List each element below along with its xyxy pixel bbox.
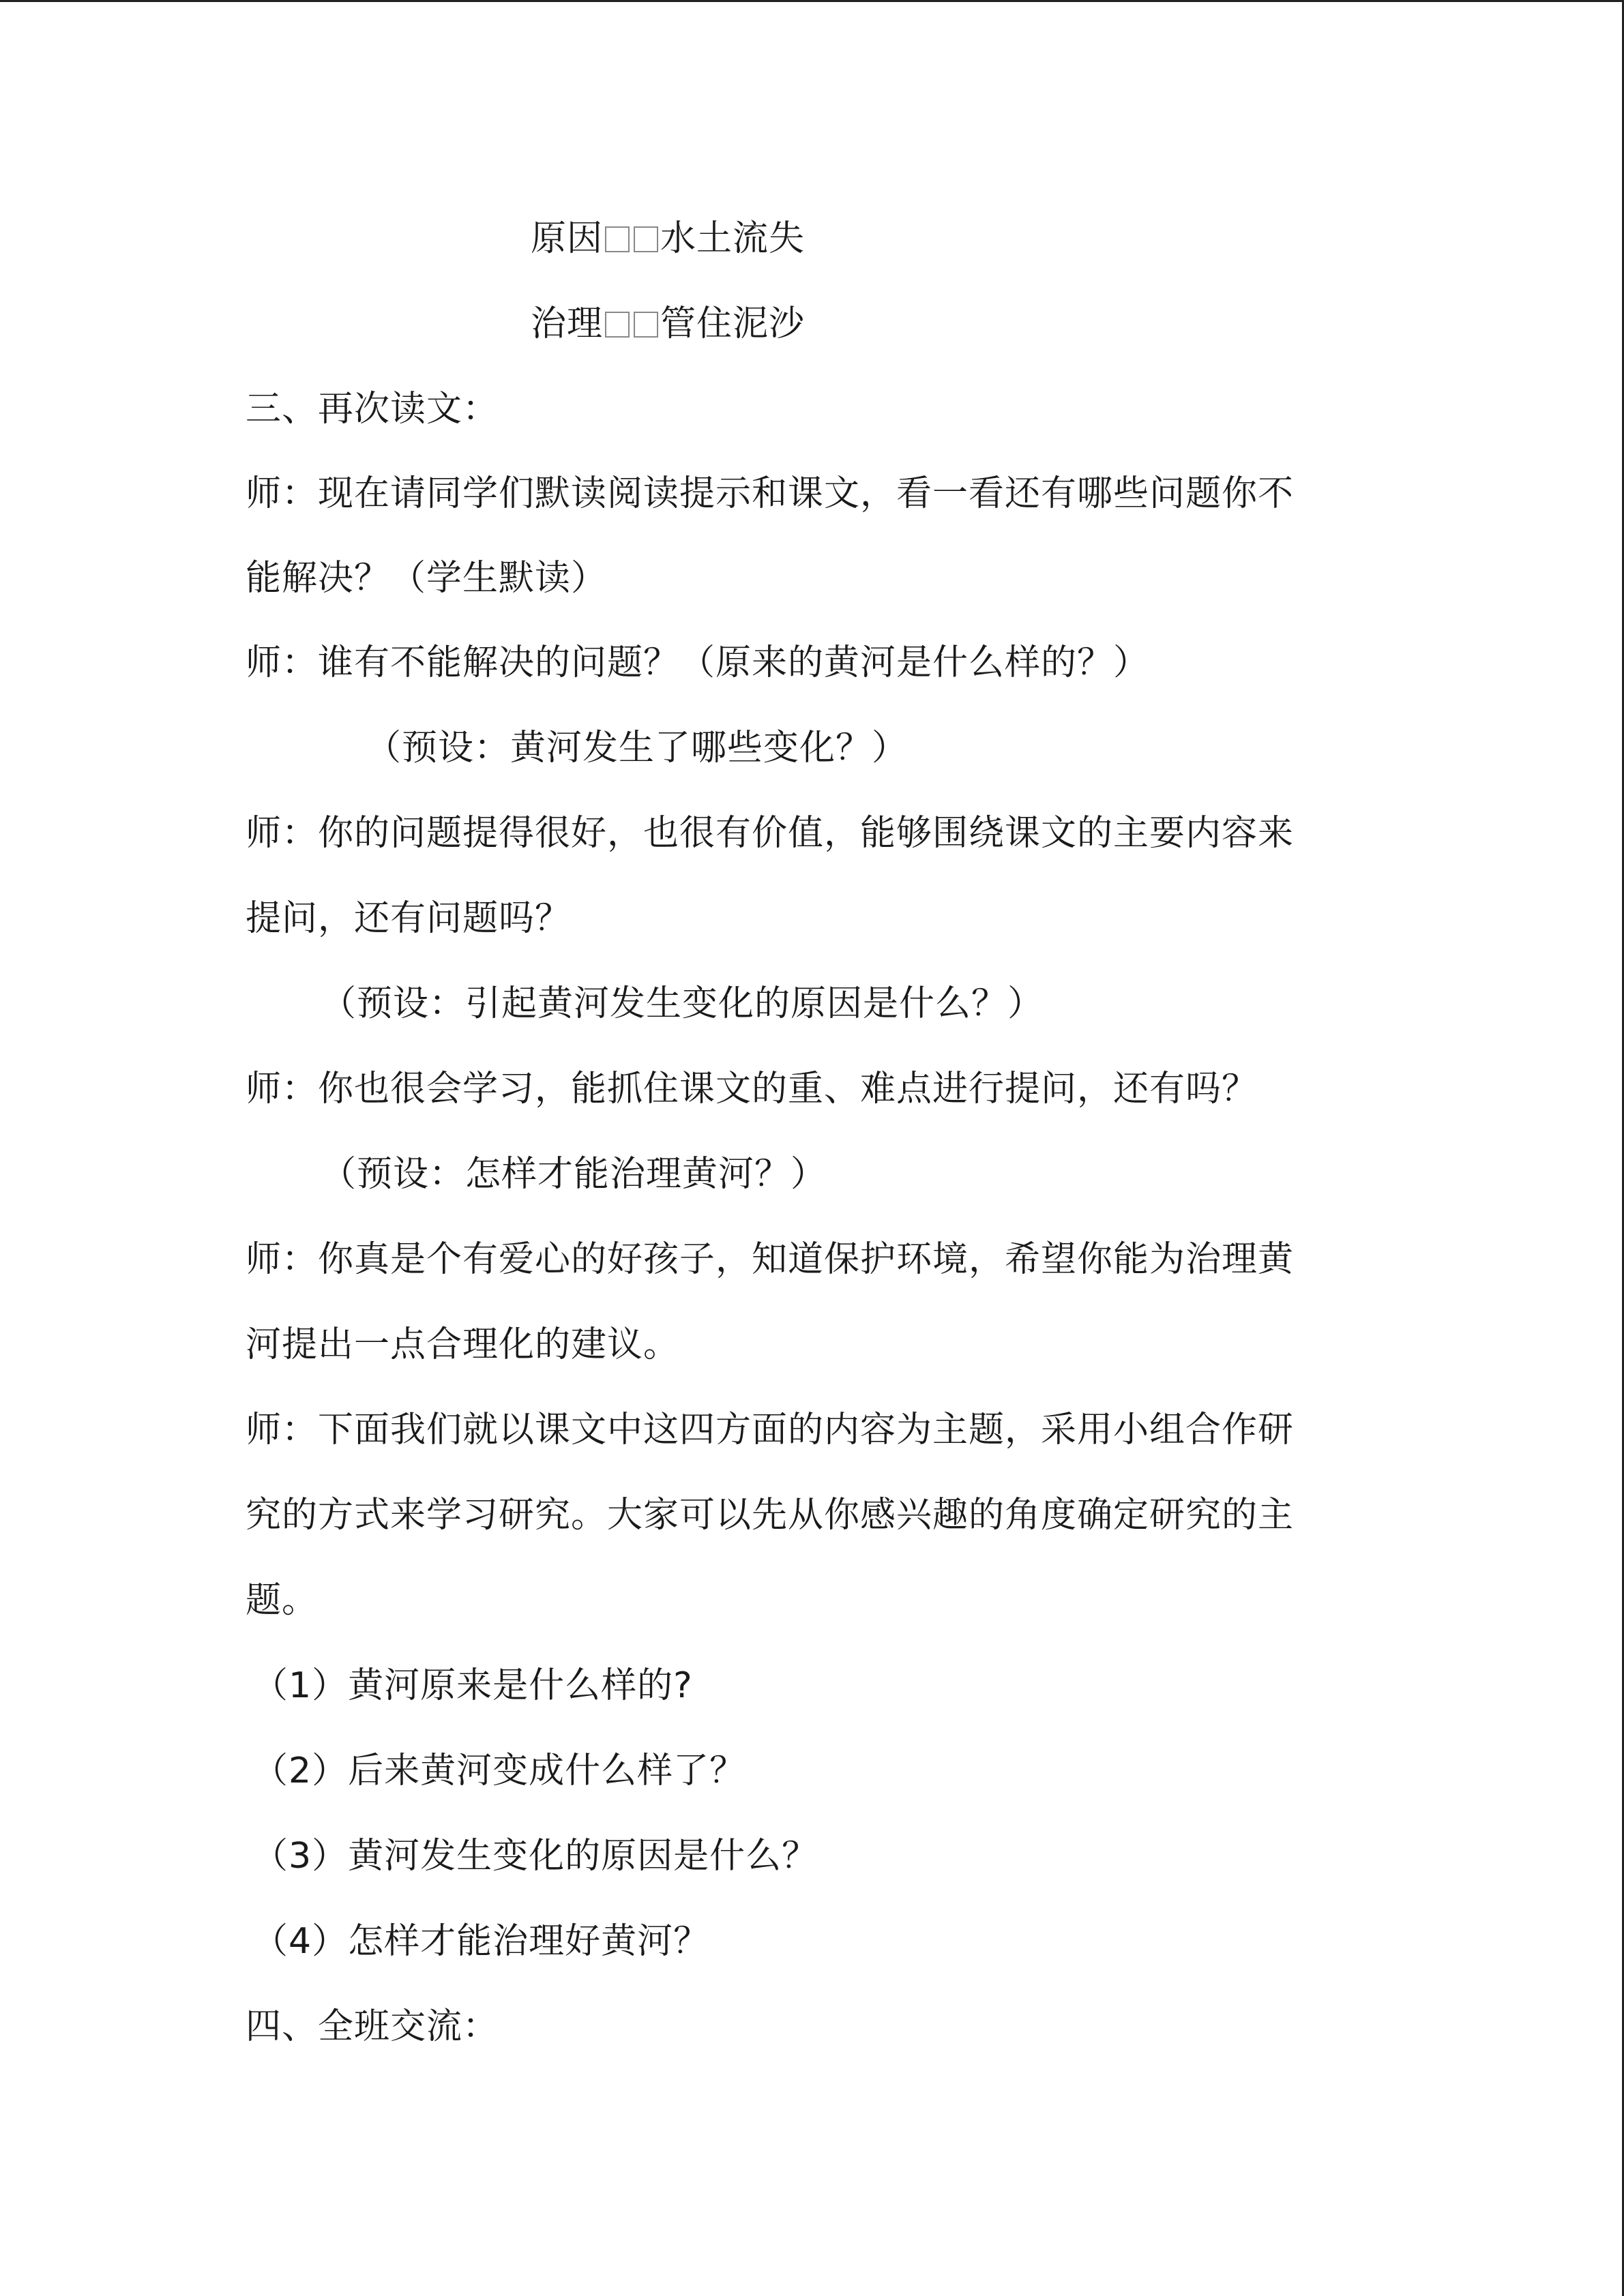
page-border-top [0,0,1624,2]
paragraph-line: 提问，还有问题吗？ [246,898,572,939]
treatment-label: 治理 [531,303,604,344]
preset-line: （预设：引起黄河发生变化的原因是什么？） [321,983,1044,1024]
section-heading-4: 四、全班交流： [246,2006,499,2047]
preset-line: （预设：怎样才能治理黄河？） [321,1154,827,1195]
paragraph-line: 究的方式来学习研究。大家可以先从你感兴趣的角度确定研究的主 [246,1495,1295,1536]
paragraph-line: 师：下面我们就以课文中这四方面的内容为主题，采用小组合作研 [246,1410,1295,1450]
empty-box [634,312,658,338]
cause-value: 水土流失 [660,218,806,259]
paragraph-line: 题。 [246,1580,319,1621]
paragraph-line: 师：你也很会学习，能抓住课文的重、难点进行提问，还有吗？ [246,1069,1258,1109]
list-item: （1）黄河原来是什么样的? [252,1665,693,1706]
paragraph-line: 能解决？（学生默读） [246,558,608,599]
treatment-line [531,302,805,346]
empty-box [605,312,630,338]
empty-box [605,226,630,252]
treatment-value: 管住泥沙 [660,303,806,344]
cause-line [531,217,805,260]
list-item: （2）后来黄河变成什么样了？ [252,1750,746,1791]
section-heading-3: 三、再次读文： [246,389,499,430]
cause-label: 原因 [531,218,604,259]
preset-line: （预设：黄河发生了哪些变化？） [366,728,909,769]
paragraph-line: 师：谁有不能解决的问题？（原来的黄河是什么样的？） [246,642,1150,683]
empty-box [634,226,658,252]
list-item: （4）怎样才能治理好黄河？ [252,1921,710,1962]
paragraph-line: 师：你的问题提得很好，也很有价值，能够围绕课文的主要内容来 [246,813,1295,854]
paragraph-line: 师：你真是个有爱心的好孩子，知道保护环境，希望你能为治理黄 [246,1239,1295,1280]
paragraph-line: 河提出一点合理化的建议。 [246,1324,680,1365]
paragraph-line: 师：现在请同学们默读阅读提示和课文，看一看还有哪些问题你不 [246,473,1295,514]
list-item: （3）黄河发生变化的原因是什么？ [252,1836,818,1877]
